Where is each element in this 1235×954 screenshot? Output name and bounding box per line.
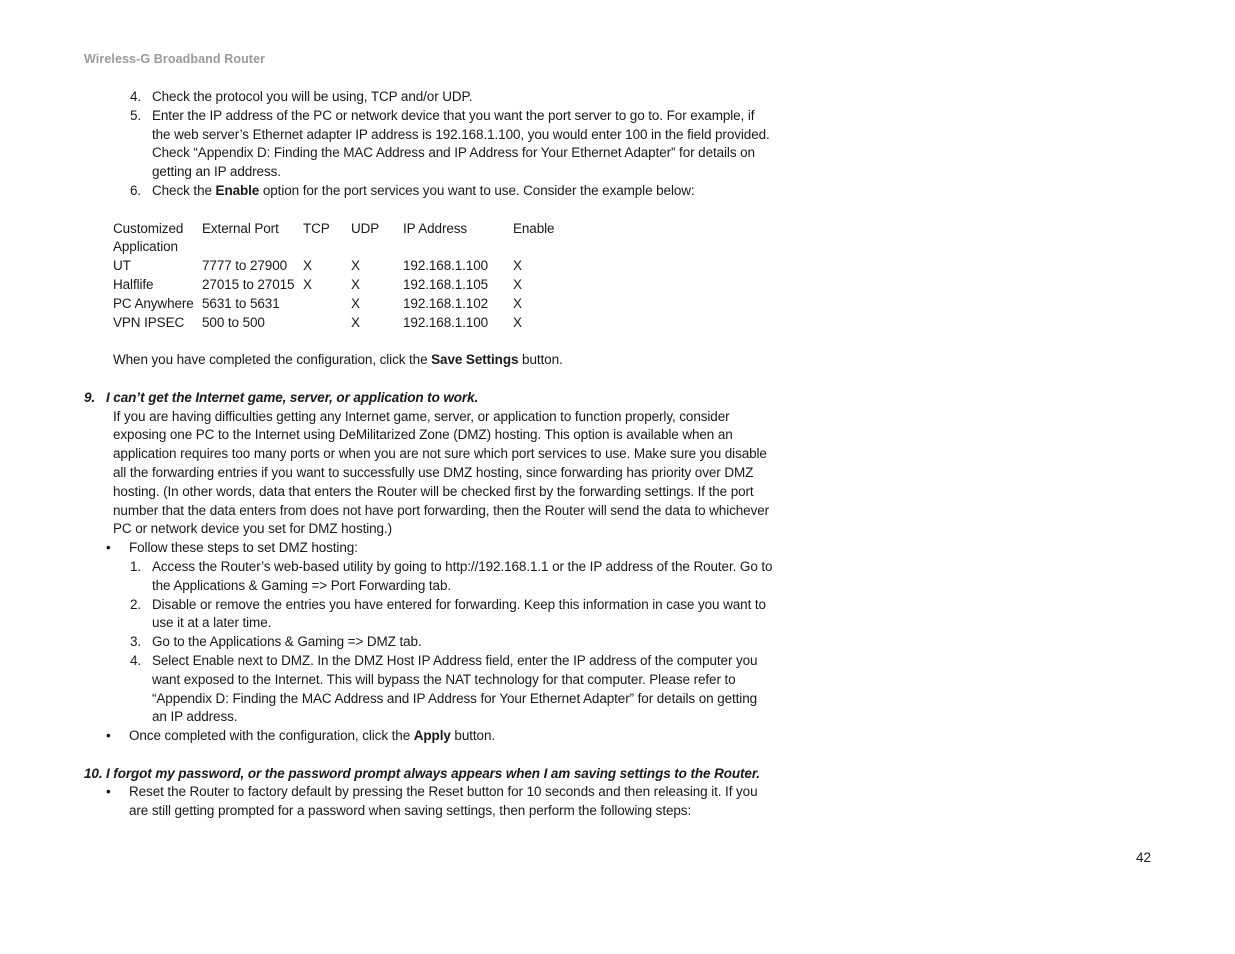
- table-cell: X: [513, 314, 522, 330]
- table-row: [113, 276, 573, 295]
- step-text: Access the Router’s web-based utility by going to http://192.168.1.1 or the IP address of the Router. Go to the Applications & Gaming => Port Forwarding tab.: [152, 558, 773, 593]
- step-text-post: option for the port services you want to use. Consider the example below:: [259, 182, 695, 198]
- dmz-step: [84, 596, 774, 634]
- step-item: [84, 88, 774, 107]
- table-cell: [303, 314, 351, 333]
- table-row: [113, 257, 573, 276]
- table-header-cell: External Port: [202, 220, 279, 236]
- table-cell: X: [351, 276, 360, 292]
- table-cell: X: [303, 258, 312, 274]
- table-row: [113, 314, 573, 333]
- table-cell: PC Anywhere: [113, 295, 194, 311]
- port-example-table: [113, 220, 573, 333]
- step-text: Go to the Applications & Gaming => DMZ tab.: [152, 634, 422, 650]
- step-number: 6.: [130, 182, 142, 198]
- table-row: [113, 295, 573, 314]
- table-cell: UT: [113, 258, 131, 274]
- step-text-pre: Check the: [152, 182, 216, 198]
- table-header-cell: UDP: [351, 220, 380, 236]
- table-cell: 7777 to 27900: [202, 258, 288, 274]
- save-settings-note: [84, 351, 774, 370]
- page-number: 42: [1136, 850, 1152, 865]
- table-cell: 192.168.1.102: [403, 295, 489, 311]
- dmz-step: [84, 558, 774, 596]
- table-cell: X: [513, 258, 522, 274]
- bullet-item: [84, 783, 774, 821]
- question-number: 10.: [84, 765, 103, 781]
- table-cell: [303, 295, 351, 314]
- table-cell: 192.168.1.105: [403, 276, 489, 292]
- bullet-item: [84, 539, 774, 558]
- table-cell: X: [513, 276, 522, 292]
- table-cell: X: [351, 258, 360, 274]
- bullet-text-pre: Once completed with the configuration, click the: [129, 728, 414, 744]
- bullet-text: Follow these steps to set DMZ hosting:: [129, 540, 358, 556]
- question-heading-10: [84, 765, 774, 784]
- step-number: 2.: [130, 596, 142, 612]
- dmz-step: [84, 652, 774, 727]
- table-cell: X: [303, 276, 312, 292]
- bullet-item: [84, 727, 774, 746]
- table-header-cell: IP Address: [403, 220, 468, 236]
- table-cell: Halflife: [113, 276, 154, 292]
- step-number: 4.: [130, 89, 142, 104]
- step-text: Enter the IP address of the PC or network device that you want the port server to go to. For example, if the web server’s Ethernet adapter IP address is 192.168.1.100, you would enter 100 in the field provided. Check “Appendix D: Finding the MAC Address and IP Address for Your Ethernet Adapter” for details on getting an IP address.: [152, 107, 770, 180]
- bullet-icon: •: [106, 728, 111, 744]
- step-item: [84, 182, 774, 201]
- dmz-step: [84, 633, 774, 652]
- step-text-bold: Enable: [215, 182, 260, 198]
- table-cell: 500 to 500: [202, 314, 265, 330]
- table-cell: 192.168.1.100: [403, 314, 489, 330]
- table-cell: 192.168.1.100: [403, 258, 489, 274]
- step-text: Disable or remove the entries you have entered for forwarding. Keep this information in case you want to use it at a later time.: [152, 596, 766, 631]
- step-number: 3.: [130, 634, 142, 650]
- question-9-paragraph: If you are having difficulties getting any Internet game, server, or application to function properly, consider exposing one PC to the Internet using DeMilitarized Zone (DMZ) hosting. This option is available when an application requires too many ports or when you are not sure which port services to use. Make sure you disable all the forwarding entries if you want to successfully use DMZ hosting, since forwarding has priority over DMZ hosting. (In other words, data that enters the Router will be checked first by the forwarding settings. If the port number that the data enters from does not have port forwarding, then the Router will send the data to whichever PC or network device you set for DMZ hosting.): [113, 408, 770, 537]
- table-header-cell: Enable: [513, 220, 555, 236]
- table-cell: 5631 to 5631: [202, 295, 280, 311]
- question-number: 9.: [84, 389, 96, 405]
- table-cell: X: [513, 295, 522, 311]
- step-number: 5.: [130, 107, 142, 123]
- step-item: [84, 107, 774, 182]
- question-title: I forgot my password, or the password prompt always appears when I am saving settings to the Router.: [106, 765, 760, 781]
- table-cell: X: [351, 314, 360, 330]
- table-cell: VPN IPSEC: [113, 314, 185, 330]
- page-body: [84, 88, 774, 821]
- note-text-post: button.: [518, 352, 563, 368]
- table-header-cell: TCP: [303, 220, 330, 236]
- bullet-icon: •: [106, 784, 111, 800]
- bullet-icon: •: [106, 540, 111, 556]
- step-number: 1.: [130, 558, 142, 574]
- bullet-text: Reset the Router to factory default by pressing the Reset button for 10 seconds and then releasing it. If you are still getting prompted for a password when saving settings, then perform the following steps:: [129, 784, 758, 819]
- note-text-pre: When you have completed the configuration, click the: [113, 352, 432, 368]
- bullet-text-post: button.: [450, 728, 496, 744]
- table-header-row: [113, 220, 573, 258]
- step-number: 4.: [130, 652, 142, 668]
- step-text: Select Enable next to DMZ. In the DMZ Host IP Address field, enter the IP address of the computer you want exposed to the Internet. This will bypass the NAT technology for that computer. Please refer to “Appendix D: Finding the MAC Address and IP Address for Your Ethernet Adapter” for details on getting an IP address.: [152, 652, 758, 725]
- question-title: I can’t get the Internet game, server, or application to work.: [106, 389, 479, 405]
- step-text: Check the protocol you will be using, TCP and/or UDP.: [152, 89, 473, 104]
- table-header-cell: Customized Application: [113, 220, 184, 255]
- table-cell: X: [351, 295, 360, 311]
- table-cell: 27015 to 27015: [202, 276, 295, 292]
- apply-label: Apply: [413, 728, 451, 744]
- question-heading-9: [84, 389, 774, 408]
- running-header: Wireless-G Broadband Router: [84, 52, 266, 66]
- save-settings-label: Save Settings: [431, 352, 519, 368]
